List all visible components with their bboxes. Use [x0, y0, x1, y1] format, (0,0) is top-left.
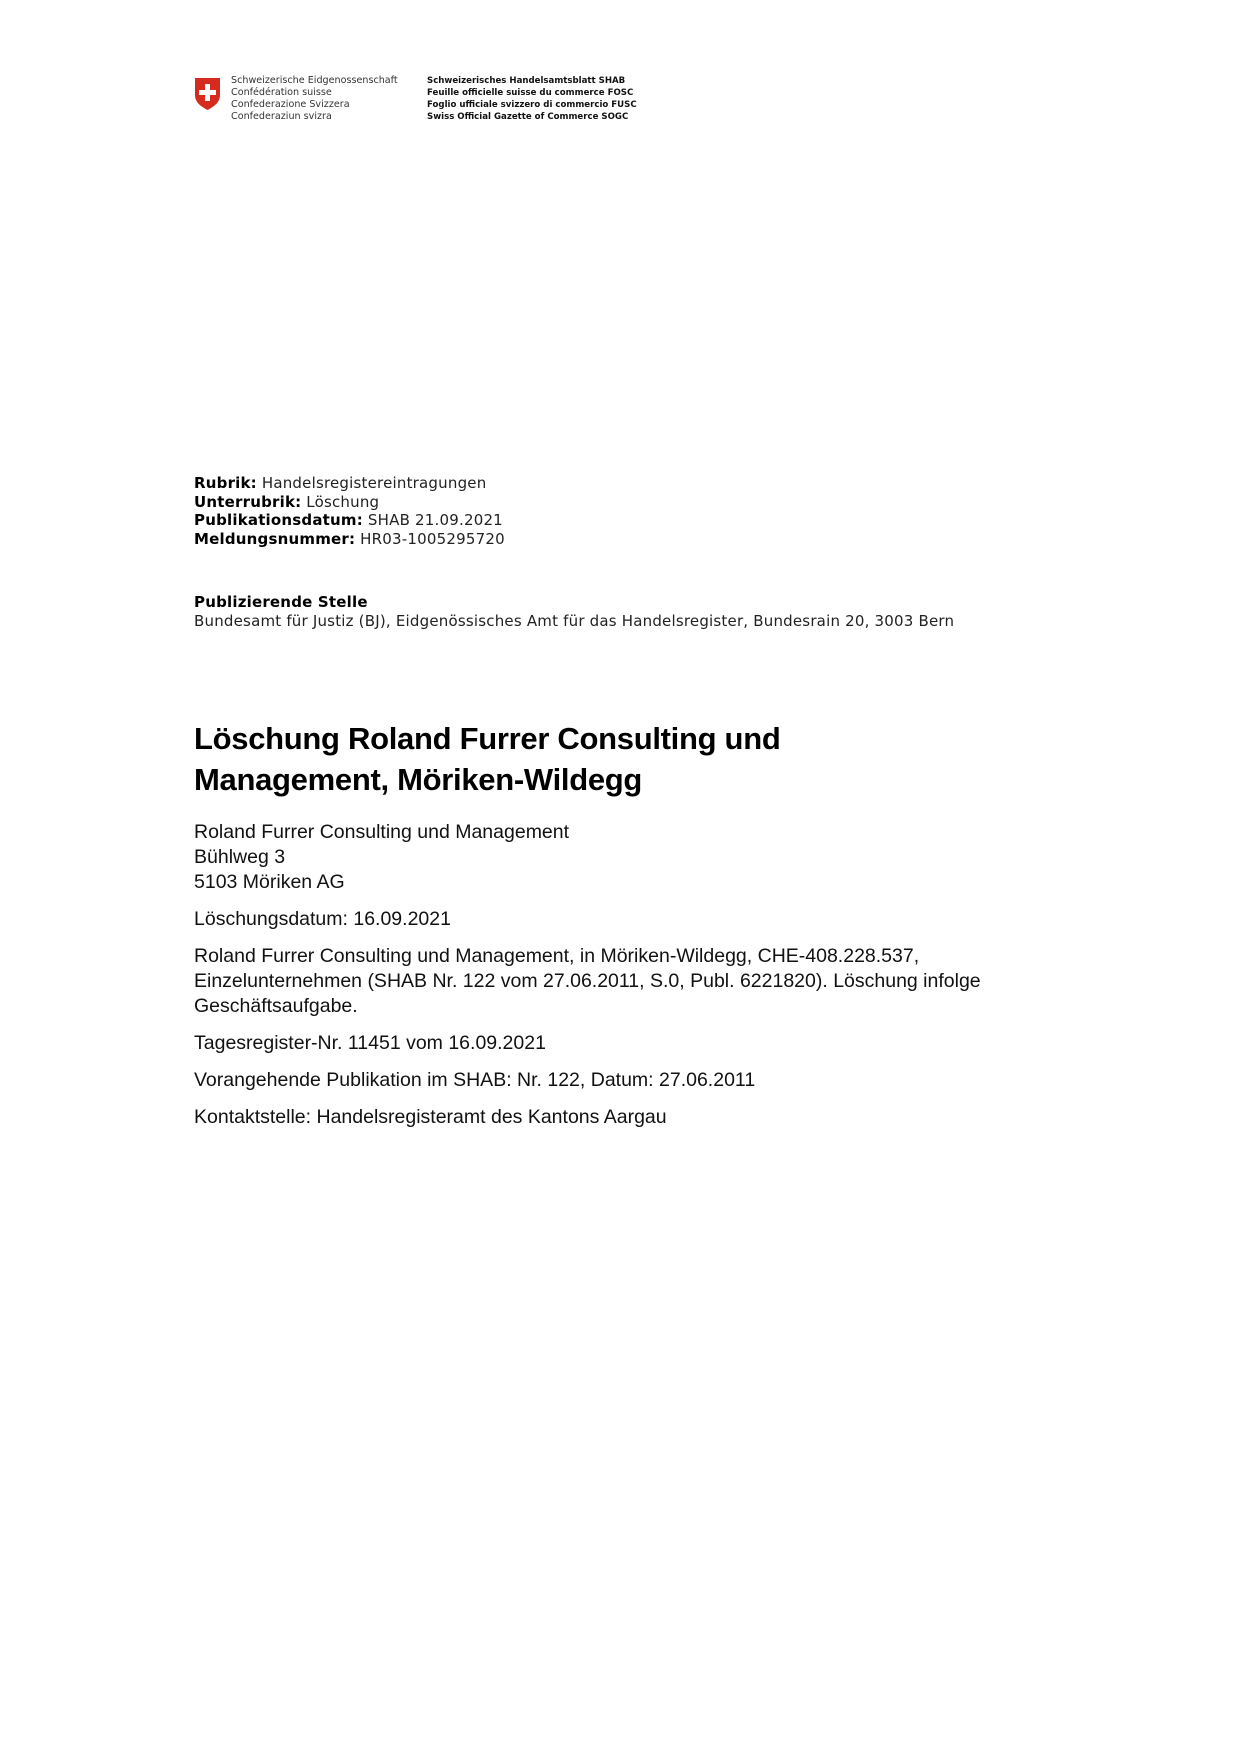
deletion-date: Löschungsdatum: 16.09.2021	[194, 908, 451, 930]
publisher-heading: Publizierende Stelle	[194, 593, 368, 611]
company-name: Roland Furrer Consulting und Management	[194, 821, 570, 843]
gazette-names	[427, 75, 637, 123]
notice-body	[194, 820, 1014, 1142]
admin-name-fr: Confédération suisse	[231, 87, 332, 98]
unterrubrik-value: Löschung	[306, 492, 380, 511]
admin-name-de: Schweizerische Eidgenossenschaft	[231, 75, 398, 86]
federal-administration-names	[231, 75, 421, 123]
publikationsdatum-row	[194, 511, 505, 530]
swiss-coat-of-arms-icon	[194, 77, 221, 111]
publikationsdatum-label: Publikationsdatum:	[194, 511, 363, 529]
admin-name-it: Confederazione Svizzera	[231, 99, 350, 110]
gazette-name-de: Schweizerisches Handelsamtsblatt SHAB	[427, 76, 626, 86]
gazette-name-en: Swiss Official Gazette of Commerce SOGC	[427, 112, 629, 122]
title-line-1: Löschung Roland Furrer Consulting und	[194, 721, 781, 756]
page-title	[194, 718, 994, 800]
meldungsnummer-value: HR03-1005295720	[360, 529, 505, 548]
document-header	[194, 75, 637, 123]
publishing-office	[194, 593, 954, 630]
unterrubrik-label: Unterrubrik:	[194, 492, 302, 511]
company-address	[194, 820, 1014, 895]
previous-publication: Vorangehende Publikation im SHAB: Nr. 122, Datum: 27.06.2011	[194, 1069, 756, 1091]
gazette-name-fr: Feuille officielle suisse du commerce FOSC	[427, 88, 634, 98]
publikationsdatum-value: SHAB 21.09.2021	[367, 511, 503, 529]
daily-register-number: Tagesregister-Nr. 11451 vom 16.09.2021	[194, 1032, 546, 1054]
company-street: Bühlweg 3	[194, 846, 286, 868]
rubrik-label: Rubrik:	[194, 474, 257, 492]
meldungsnummer-label: Meldungsnummer:	[194, 529, 356, 548]
publisher-body: Bundesamt für Justiz (BJ), Eidgenössisches Amt für das Handelsregister, Bundesrain 20, 3003 Bern	[194, 611, 955, 630]
unterrubrik-row	[194, 493, 505, 512]
notice-description: Roland Furrer Consulting und Management, in Möriken-Wildegg, CHE-408.228.537, Einzelunternehmen (SHAB Nr. 122 vom 27.06.2011, S.0, Publ. 6221820). Löschung infolge Geschäftsaufgabe.	[194, 945, 981, 1017]
admin-name-rm: Confederaziun svizra	[231, 111, 332, 122]
title-line-2: Management, Möriken-Wildegg	[194, 762, 643, 797]
contact-office: Kontaktstelle: Handelsregisteramt des Kantons Aargau	[194, 1106, 667, 1128]
rubrik-value: Handelsregistereintragungen	[261, 474, 487, 492]
meldungsnummer-row	[194, 530, 505, 549]
publication-meta	[194, 474, 505, 548]
company-city: 5103 Möriken AG	[194, 871, 345, 893]
gazette-name-it: Foglio ufficiale svizzero di commercio FUSC	[427, 100, 637, 110]
rubrik-row	[194, 474, 505, 493]
